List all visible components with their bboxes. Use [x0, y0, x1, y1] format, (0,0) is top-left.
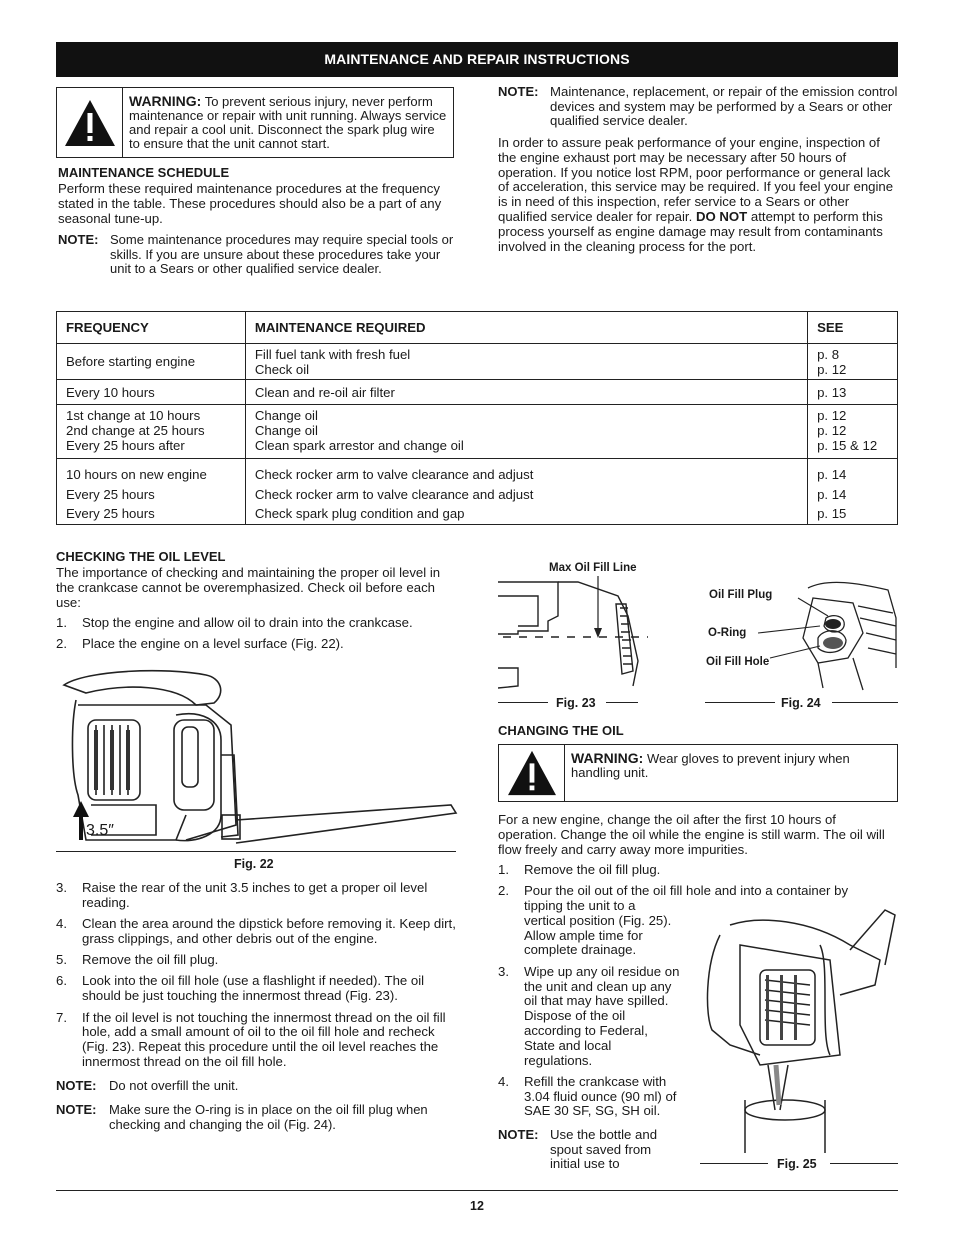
fig22-caption: Fig. 22 — [234, 857, 274, 871]
fig24-rule — [705, 702, 775, 703]
table-cell: Before starting engine — [57, 344, 246, 380]
oil-drain-illustration — [700, 905, 898, 1155]
oil-level-intro: The importance of checking and maintaining the proper oil level in the crankcase cannot be overemphasized. Check oil before each use: — [56, 565, 441, 610]
table-cell: Check rocker arm to valve clearance and adjust Check rocker arm to valve clearance and adjust Check spark plug condition and gap — [245, 459, 807, 525]
warning-text: WARNING: To prevent serious injury, never perform maintenance or repair with unit running. Always service and repair a cool unit. Disconnect the spark plug wire to ensure that the unit cannot start. — [129, 93, 447, 151]
table-cell: p. 14 p. 14 p. 15 — [808, 459, 898, 525]
table-cell: p. 12 p. 12 p. 15 & 12 — [808, 405, 898, 459]
footer-rule — [56, 1190, 898, 1191]
blower-level-illustration — [56, 665, 458, 850]
oil-level-heading: CHECKING THE OIL LEVEL — [56, 549, 226, 564]
emission-note: NOTE: Maintenance, replacement, or repair of the emission control devices and system may be performed by a Sears or other qualified service dealer. — [498, 84, 898, 129]
list-item: 1. Remove the oil fill plug. — [498, 862, 661, 877]
o-ring-label: O-Ring — [708, 627, 747, 639]
oring-note: NOTE: Make sure the O-ring is in place on the oil fill plug when checking and changing the oil (Fig. 24). — [56, 1102, 428, 1132]
fig22-rule — [56, 851, 456, 852]
oil-fill-line-diagram — [498, 576, 648, 696]
warning-icon — [57, 88, 123, 157]
bottle-note: NOTE: Use the bottle and spout saved from initial use to — [498, 1127, 658, 1172]
list-item: 3. Raise the rear of the unit 3.5 inches to get a proper oil level reading. — [56, 880, 428, 910]
schedule-intro: Perform these required maintenance procedures at the frequency stated in the table. These procedures should also be a part of any seasonal tune-up. — [58, 181, 442, 226]
overfill-note: NOTE: Do not overfill the unit. — [56, 1078, 239, 1093]
table-row — [57, 459, 898, 525]
table-header-row — [57, 312, 898, 344]
schedule-heading: MAINTENANCE SCHEDULE — [58, 165, 230, 180]
table-cell: Change oil Change oil Clean spark arrestor and change oil — [245, 405, 807, 459]
gloves-warning-box — [498, 744, 898, 802]
table-cell: 10 hours on new engine Every 25 hours Every 25 hours — [57, 459, 246, 525]
oil-fill-hole-label: Oil Fill Hole — [706, 656, 770, 668]
list-item: 7. If the oil level is not touching the innermost thread on the oil fill hole, add a small amount of oil to the oil fill hole and recheck (Fig. 23). Repeat this procedure until the oil level reaches the innermost thread on the oil fill hole. — [56, 1009, 446, 1069]
emission-paragraph: In order to assure peak performance of your engine, inspection of the engine exhaust port may be necessary after 50 hours of operation. If you notice lost RPM, poor performance or general lack of acceleration, this service may be required. If you feel your engine is in need of this inspection, refer service to a Sears or other qualified service dealer for repair. DO NOT attempt to perform this process yourself as engine damage may result from contaminants involved in the cleaning process for the port. — [498, 135, 894, 254]
max-oil-fill-label: Max Oil Fill Line — [549, 562, 637, 574]
warning-icon — [499, 745, 565, 801]
oil-level-steps-b — [56, 881, 458, 1076]
table-header: MAINTENANCE REQUIRED — [245, 312, 807, 344]
list-item: 2. Pour the oil out of the oil fill hole and into a container by — [498, 883, 849, 899]
changing-oil-heading: CHANGING THE OIL — [498, 723, 624, 738]
table-cell: Every 10 hours — [57, 380, 246, 405]
section-banner: MAINTENANCE AND REPAIR INSTRUCTIONS — [56, 42, 898, 77]
list-item: 4. Clean the area around the dipstick before removing it. Keep dirt, grass clippings, and other debris out of the engine. — [56, 916, 456, 946]
oil-fill-plug-label: Oil Fill Plug — [709, 589, 773, 601]
fig23-rule — [498, 702, 548, 703]
fig25-rule — [700, 1163, 768, 1164]
list-item: 6. Look into the oil fill hole (use a flashlight if needed). The oil should be just touching the innermost thread (Fig. 23). — [56, 973, 425, 1004]
fig23-caption: Fig. 23 — [556, 696, 596, 710]
changing-intro: For a new engine, change the oil after the first 10 hours of operation. Change the oil while the engine is still warm. The oil will flow freely and carry away more impurities. — [498, 812, 885, 857]
table-row — [57, 344, 898, 380]
list-item: tipping the unit to a vertical position (Fig. 25). Allow ample time for complete drainage. — [524, 898, 672, 958]
table-cell: Clean and re-oil air filter — [245, 380, 807, 405]
table-cell: p. 13 — [808, 380, 898, 405]
table-cell: p. 8 p. 12 — [808, 344, 898, 380]
list-item: 1. Stop the engine and allow oil to drain into the crankcase. — [56, 615, 413, 630]
fig23-rule-right — [606, 702, 638, 703]
table-header: FREQUENCY — [57, 312, 246, 344]
gloves-warning-text: WARNING: Wear gloves to prevent injury when handling unit. — [571, 750, 850, 780]
list-item: 2. Place the engine on a level surface (Fig. 22). — [56, 636, 344, 652]
list-item: 5. Remove the oil fill plug. — [56, 952, 219, 968]
fig24-caption: Fig. 24 — [781, 696, 821, 710]
fig22-measurement: 3.5″ — [86, 822, 114, 839]
oil-fill-plug-diagram — [758, 578, 898, 693]
maintenance-table — [56, 311, 898, 525]
fig24-rule-right — [832, 702, 898, 703]
page-number: 12 — [470, 1199, 484, 1213]
schedule-note: NOTE: Some maintenance procedures may require special tools or skills. If you are unsure about these procedures take your unit to a Sears or other qualified service dealer. — [58, 232, 454, 277]
warning-box — [56, 87, 454, 158]
list-item: 4. Refill the crankcase with 3.04 fluid ounce (90 ml) of SAE 30 SF, SG, SH oil. — [498, 1073, 677, 1119]
table-cell: 1st change at 10 hours 2nd change at 25 hours Every 25 hours after — [57, 405, 246, 459]
table-row — [57, 405, 898, 459]
oil-level-steps-a — [56, 616, 458, 659]
list-item: 3. Wipe up any oil residue on the unit and clean up any oil that may have spilled. Dispose of the oil according to Federal, State and local regulations. — [498, 963, 680, 1068]
fig25-rule-right — [830, 1163, 898, 1164]
fig25-caption: Fig. 25 — [777, 1157, 817, 1171]
table-cell: Fill fuel tank with fresh fuel Check oil — [245, 344, 807, 380]
table-row — [57, 380, 898, 405]
table-header: SEE — [808, 312, 898, 344]
